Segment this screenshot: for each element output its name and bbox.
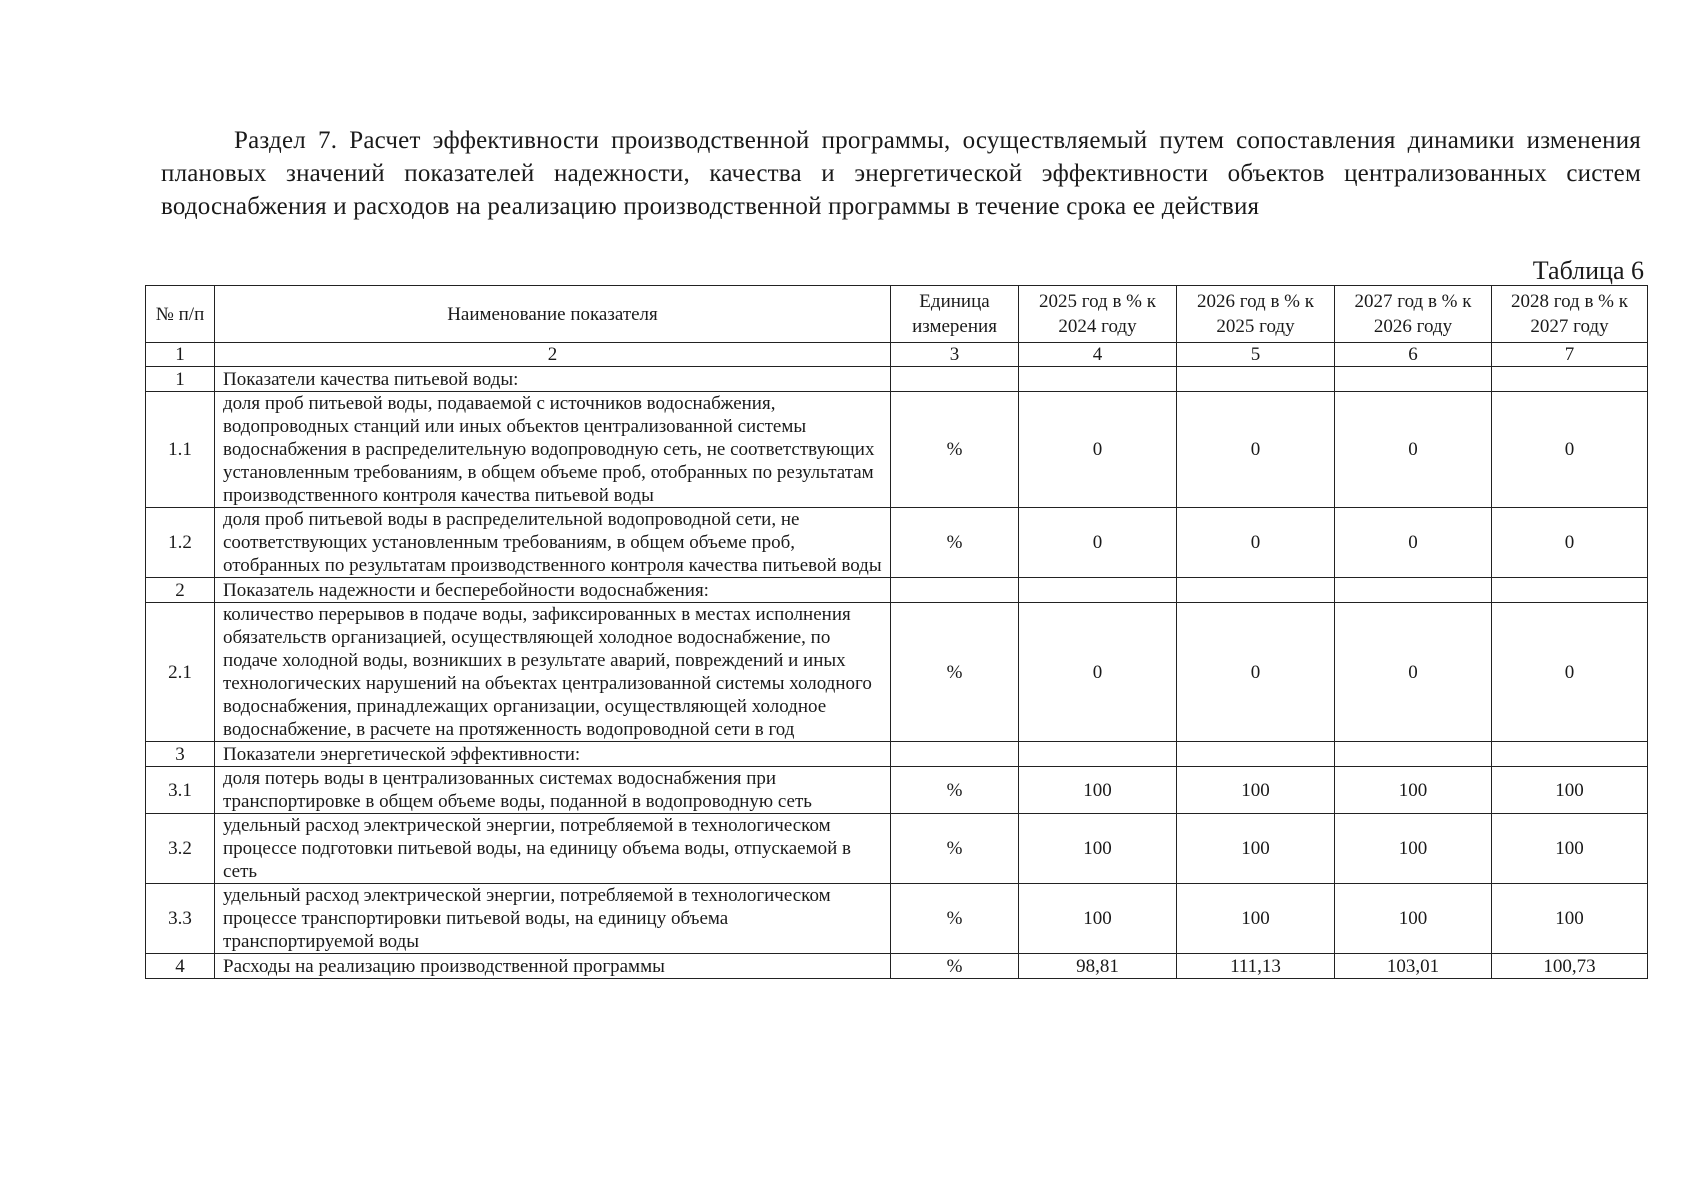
row-unit	[891, 367, 1019, 392]
row-name: удельный расход электрической энергии, потребляемой в технологическом процессе транспортировки питьевой воды, на единицу объема транспортируемой воды	[215, 884, 891, 954]
row-2027: 0	[1335, 392, 1492, 508]
row-num: 3.1	[146, 767, 215, 814]
row-2028: 0	[1492, 508, 1648, 578]
row-2028: 100	[1492, 884, 1648, 954]
row-2028: 100	[1492, 767, 1648, 814]
row-num: 4	[146, 954, 215, 979]
row-2027: 0	[1335, 603, 1492, 742]
header-name: Наименование показателя	[215, 286, 891, 343]
row-2025: 100	[1019, 814, 1177, 884]
row-num: 1.1	[146, 392, 215, 508]
column-number: 4	[1019, 343, 1177, 367]
row-2026	[1177, 578, 1335, 603]
row-name: доля потерь воды в централизованных системах водоснабжения при транспортировке в общем объеме воды, поданной в водопроводную сеть	[215, 767, 891, 814]
row-num: 1	[146, 367, 215, 392]
row-unit	[891, 742, 1019, 767]
row-name: Показатель надежности и бесперебойности водоснабжения:	[215, 578, 891, 603]
row-2025: 0	[1019, 603, 1177, 742]
row-unit: %	[891, 508, 1019, 578]
table-header-row	[146, 286, 1648, 343]
table-row	[146, 954, 1648, 979]
row-2028: 0	[1492, 603, 1648, 742]
row-name: количество перерывов в подаче воды, зафиксированных в местах исполнения обязательств организацией, осуществляющей холодное водоснабжение, по подаче холодной воды, возникших в результате аварий, повреждений и иных технологических нарушений на объектах централизованной системы холодного водоснабжения, принадлежащих организации, осуществляющей холодное водоснабжение, в расчете на протяженность водопроводной сети в год	[215, 603, 891, 742]
row-name: Показатели энергетической эффективности:	[215, 742, 891, 767]
row-2026: 111,13	[1177, 954, 1335, 979]
row-2027: 103,01	[1335, 954, 1492, 979]
row-2028: 100,73	[1492, 954, 1648, 979]
table-row	[146, 884, 1648, 954]
row-2025: 100	[1019, 884, 1177, 954]
table-row	[146, 367, 1648, 392]
row-2028: 0	[1492, 392, 1648, 508]
row-name: доля проб питьевой воды в распределительной водопроводной сети, не соответствующих установленным требованиям, в общем объеме проб, отобранных по результатам производственного контроля качества питьевой воды	[215, 508, 891, 578]
table-row	[146, 767, 1648, 814]
column-number: 2	[215, 343, 891, 367]
row-unit: %	[891, 392, 1019, 508]
row-unit: %	[891, 884, 1019, 954]
table-row	[146, 603, 1648, 742]
table-row	[146, 578, 1648, 603]
row-2026: 0	[1177, 603, 1335, 742]
row-2025: 0	[1019, 508, 1177, 578]
row-2028	[1492, 367, 1648, 392]
table-label: Таблица 6	[1532, 256, 1644, 285]
row-2026: 100	[1177, 814, 1335, 884]
section-heading-text: Раздел 7. Расчет эффективности производственной программы, осуществляемый путем сопоставления динамики изменения плановых значений показателей надежности, качества и энергетической эффективности объектов централизованных систем водоснабжения и расходов на реализацию производственной программы в течение срока ее действия	[161, 127, 1641, 220]
row-num: 3	[146, 742, 215, 767]
row-unit: %	[891, 814, 1019, 884]
table-row	[146, 742, 1648, 767]
row-name: Показатели качества питьевой воды:	[215, 367, 891, 392]
row-2028	[1492, 742, 1648, 767]
table-row	[146, 814, 1648, 884]
row-unit: %	[891, 954, 1019, 979]
row-2025: 0	[1019, 392, 1177, 508]
header-2028: 2028 год в % к 2027 году	[1492, 286, 1648, 343]
row-2027	[1335, 578, 1492, 603]
row-2026	[1177, 742, 1335, 767]
row-unit: %	[891, 603, 1019, 742]
column-number: 6	[1335, 343, 1492, 367]
row-num: 3.2	[146, 814, 215, 884]
column-number: 7	[1492, 343, 1648, 367]
row-unit	[891, 578, 1019, 603]
table-row	[146, 392, 1648, 508]
row-2027: 100	[1335, 767, 1492, 814]
header-2027: 2027 год в % к 2026 году	[1335, 286, 1492, 343]
column-number: 3	[891, 343, 1019, 367]
row-2026: 100	[1177, 884, 1335, 954]
row-num: 1.2	[146, 508, 215, 578]
section-heading	[161, 124, 1641, 223]
header-2026: 2026 год в % к 2025 году	[1177, 286, 1335, 343]
row-name: Расходы на реализацию производственной программы	[215, 954, 891, 979]
efficiency-table	[145, 285, 1648, 979]
column-number: 1	[146, 343, 215, 367]
row-num: 2	[146, 578, 215, 603]
row-2025	[1019, 578, 1177, 603]
row-2027: 100	[1335, 814, 1492, 884]
row-2026: 100	[1177, 767, 1335, 814]
row-unit: %	[891, 767, 1019, 814]
row-2027	[1335, 367, 1492, 392]
row-2028: 100	[1492, 814, 1648, 884]
row-2027	[1335, 742, 1492, 767]
row-num: 2.1	[146, 603, 215, 742]
column-number-row	[146, 343, 1648, 367]
row-2028	[1492, 578, 1648, 603]
row-2025: 100	[1019, 767, 1177, 814]
header-2025: 2025 год в % к 2024 году	[1019, 286, 1177, 343]
row-2026	[1177, 367, 1335, 392]
table-row	[146, 508, 1648, 578]
row-num: 3.3	[146, 884, 215, 954]
row-2026: 0	[1177, 508, 1335, 578]
header-unit: Единица измерения	[891, 286, 1019, 343]
row-2027: 100	[1335, 884, 1492, 954]
row-name: удельный расход электрической энергии, потребляемой в технологическом процессе подготовки питьевой воды, на единицу объема воды, отпускаемой в сеть	[215, 814, 891, 884]
row-2027: 0	[1335, 508, 1492, 578]
row-2025	[1019, 367, 1177, 392]
column-number: 5	[1177, 343, 1335, 367]
row-2025: 98,81	[1019, 954, 1177, 979]
row-name: доля проб питьевой воды, подаваемой с источников водоснабжения, водопроводных станций или иных объектов централизованной системы водоснабжения в распределительную водопроводную сеть, не соответствующих установленным требованиям, в общем объеме проб, отобранных по результатам производственного контроля качества питьевой воды	[215, 392, 891, 508]
row-2025	[1019, 742, 1177, 767]
row-2026: 0	[1177, 392, 1335, 508]
header-num: № п/п	[146, 286, 215, 343]
